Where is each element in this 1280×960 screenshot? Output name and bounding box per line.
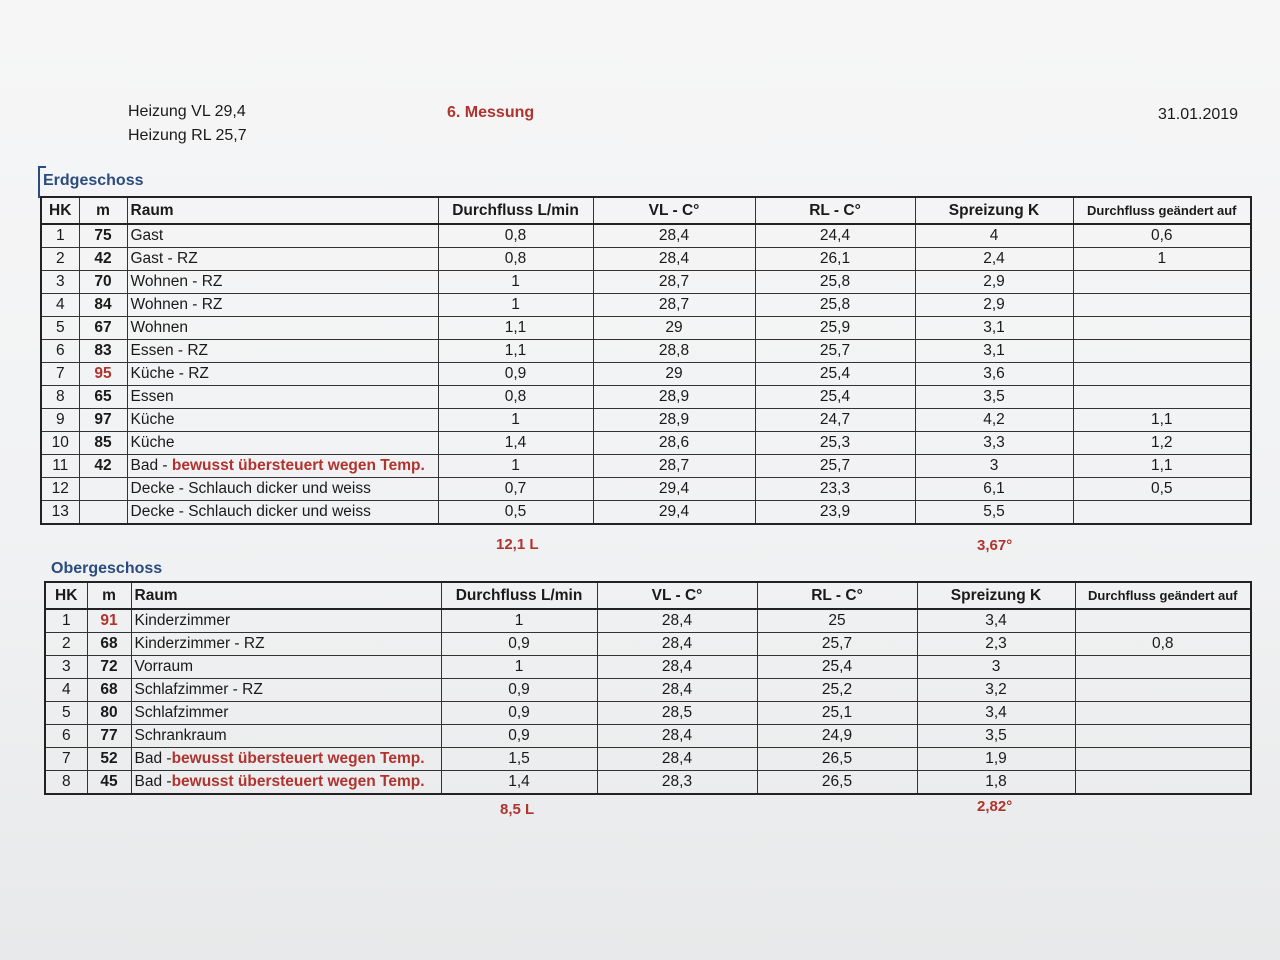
cell-spreizung: 3,3 [915,432,1073,455]
cell-m: 42 [79,248,127,271]
cell-m: 68 [87,679,131,702]
table-row [41,363,1251,386]
table-row [41,294,1251,317]
cell-spreizung: 3,5 [917,725,1075,748]
cell-rl: 25,7 [755,455,915,478]
table-obergeschoss [44,581,1252,795]
cell-durchfluss: 1 [438,409,593,432]
cell-durchfluss-geaendert: 0,6 [1073,224,1251,248]
raum-text: Gast [130,227,164,244]
cell-hk: 10 [41,432,79,455]
cell-durchfluss-geaendert [1075,771,1251,795]
cell-rl: 25,4 [755,363,915,386]
cell-durchfluss-geaendert [1075,702,1251,725]
cell-durchfluss-geaendert: 1 [1073,248,1251,271]
cell-durchfluss-geaendert: 1,1 [1073,409,1251,432]
cell-durchfluss: 0,9 [438,363,593,386]
cell-hk: 7 [41,363,79,386]
cell-durchfluss-geaendert [1073,501,1251,525]
cell-spreizung: 6,1 [915,478,1073,501]
cell-durchfluss: 1,4 [441,771,597,795]
cell-raum [131,748,441,771]
cell-durchfluss-geaendert: 0,5 [1073,478,1251,501]
raum-text: Wohnen - RZ [130,273,223,290]
cell-durchfluss-geaendert [1075,725,1251,748]
cell-raum [131,633,441,656]
section-title-obergeschoss: Obergeschoss [51,560,163,577]
cell-vl: 28,7 [593,294,755,317]
cell-rl: 25 [757,609,917,633]
cell-durchfluss-geaendert [1073,386,1251,409]
cell-hk: 11 [41,455,79,478]
cell-vl: 28,8 [593,340,755,363]
cell-durchfluss-geaendert [1073,271,1251,294]
raum-text: Wohnen [130,319,188,336]
cell-vl: 29 [593,317,755,340]
cell-durchfluss: 0,8 [438,224,593,248]
cell-durchfluss: 1 [441,609,597,633]
raum-text: Schlafzimmer [134,704,229,721]
cell-durchfluss: 0,9 [441,725,597,748]
table-row [45,609,1251,633]
cell-vl: 28,9 [593,386,755,409]
cell-m: 65 [79,386,127,409]
cell-vl: 28,4 [597,725,757,748]
cell-m [79,501,127,525]
raum-note: bewusst übersteuert wegen Temp. [171,457,425,474]
col-durchfluss-geaendert: Durchfluss geändert auf [1073,197,1251,224]
cell-hk: 1 [45,609,87,633]
cell-hk: 8 [45,771,87,795]
cell-hk: 5 [45,702,87,725]
cell-spreizung: 5,5 [915,501,1073,525]
raum-text: Bad - [134,750,172,767]
raum-text: Schlafzimmer - RZ [134,681,263,698]
total-durchfluss-erdgeschoss: 12,1 L [496,536,539,553]
cell-durchfluss: 0,5 [438,501,593,525]
raum-text: Gast - RZ [130,250,198,267]
cell-vl: 28,9 [593,409,755,432]
table-row [45,725,1251,748]
cell-durchfluss: 0,7 [438,478,593,501]
raum-text: Kinderzimmer [134,612,231,629]
cell-rl: 24,7 [755,409,915,432]
cell-spreizung: 2,4 [915,248,1073,271]
cell-vl: 28,4 [597,609,757,633]
cell-spreizung: 3,1 [915,317,1073,340]
cell-durchfluss-geaendert [1073,340,1251,363]
col-vl: VL - C° [593,197,755,224]
cell-raum [127,409,438,432]
col-rl: RL - C° [755,197,915,224]
raum-text: Schrankraum [134,727,227,744]
raum-note: bewusst übersteuert wegen Temp. [171,750,425,767]
cell-durchfluss: 1 [438,271,593,294]
cell-m: 95 [79,363,127,386]
cell-raum [127,340,438,363]
cell-m: 80 [87,702,131,725]
heating-rl: Heizung RL 25,7 [128,127,247,144]
cell-durchfluss-geaendert [1075,609,1251,633]
cell-durchfluss: 0,9 [441,633,597,656]
cell-hk: 3 [41,271,79,294]
cell-vl: 28,3 [597,771,757,795]
cell-m: 91 [87,609,131,633]
cell-rl: 25,7 [757,633,917,656]
cell-raum [127,478,438,501]
table-row [41,432,1251,455]
col-durchfluss: Durchfluss L/min [441,582,597,609]
cell-spreizung: 3,4 [917,609,1075,633]
cell-rl: 25,3 [755,432,915,455]
table-row [41,271,1251,294]
raum-text: Küche - RZ [130,365,209,382]
cell-m: 72 [87,656,131,679]
cell-raum [131,771,441,795]
cell-rl: 23,3 [755,478,915,501]
cell-durchfluss-geaendert: 1,1 [1073,455,1251,478]
cell-raum [127,317,438,340]
cell-rl: 26,1 [755,248,915,271]
cell-vl: 28,6 [593,432,755,455]
cell-durchfluss-geaendert: 0,8 [1075,633,1251,656]
heating-header [128,100,247,148]
col-hk: HK [45,582,87,609]
table-row [41,248,1251,271]
raum-text: Kinderzimmer - RZ [134,635,265,652]
table-row [45,771,1251,795]
cell-spreizung: 3,4 [917,702,1075,725]
cell-rl: 25,4 [755,386,915,409]
cell-rl: 24,9 [757,725,917,748]
cell-rl: 23,9 [755,501,915,525]
cell-m: 84 [79,294,127,317]
table-row [41,224,1251,248]
cell-durchfluss: 0,8 [438,386,593,409]
cell-durchfluss: 0,9 [441,679,597,702]
table-row [45,656,1251,679]
cell-m: 45 [87,771,131,795]
cell-vl: 28,4 [593,248,755,271]
raum-text: Essen - RZ [130,342,209,359]
cell-rl: 25,7 [755,340,915,363]
cell-raum [127,386,438,409]
cell-hk: 4 [41,294,79,317]
table-row [41,317,1251,340]
cell-durchfluss: 1 [441,656,597,679]
cell-spreizung: 3 [915,455,1073,478]
cell-m: 70 [79,271,127,294]
cell-durchfluss: 1 [438,455,593,478]
cell-raum [131,679,441,702]
cell-raum [127,271,438,294]
cell-durchfluss-geaendert [1075,748,1251,771]
table-row [45,702,1251,725]
cell-raum [127,224,438,248]
cell-hk: 3 [45,656,87,679]
table-row [45,633,1251,656]
table-row [41,340,1251,363]
cell-rl: 25,1 [757,702,917,725]
col-vl: VL - C° [597,582,757,609]
cell-raum [127,432,438,455]
cell-hk: 2 [45,633,87,656]
cell-hk: 1 [41,224,79,248]
cell-durchfluss-geaendert [1073,294,1251,317]
col-durchfluss: Durchfluss L/min [438,197,593,224]
cell-hk: 12 [41,478,79,501]
table-row [41,455,1251,478]
cell-spreizung: 2,9 [915,294,1073,317]
cell-durchfluss: 1,5 [441,748,597,771]
col-m: m [79,197,127,224]
cell-durchfluss: 1,4 [438,432,593,455]
cell-hk: 7 [45,748,87,771]
cell-spreizung: 4 [915,224,1073,248]
cell-m [79,478,127,501]
cell-raum [127,455,438,478]
cell-hk: 9 [41,409,79,432]
table-header-row [41,197,1251,224]
cell-durchfluss-geaendert [1073,363,1251,386]
col-spreizung: Spreizung K [917,582,1075,609]
cell-durchfluss: 1 [438,294,593,317]
cell-vl: 29 [593,363,755,386]
cell-raum [127,501,438,525]
raum-text: Essen [130,388,174,405]
raum-note: bewusst übersteuert wegen Temp. [171,773,425,790]
raum-text: Decke - Schlauch dicker und weiss [130,480,371,497]
table-header-row [45,582,1251,609]
cell-spreizung: 3 [917,656,1075,679]
cell-durchfluss-geaendert [1075,656,1251,679]
cell-vl: 28,4 [597,633,757,656]
cell-m: 68 [87,633,131,656]
cell-m: 83 [79,340,127,363]
cell-vl: 28,7 [593,455,755,478]
raum-text: Küche [130,434,175,451]
cell-hk: 6 [41,340,79,363]
raum-text: Decke - Schlauch dicker und weiss [130,503,371,520]
cell-spreizung: 3,1 [915,340,1073,363]
raum-text: Bad - [134,773,172,790]
cell-spreizung: 3,2 [917,679,1075,702]
cell-rl: 25,8 [755,271,915,294]
raum-text: Vorraum [134,658,194,675]
cell-vl: 28,4 [593,224,755,248]
table-body [41,224,1251,524]
cell-m: 42 [79,455,127,478]
col-hk: HK [41,197,79,224]
cell-rl: 25,8 [755,294,915,317]
cell-rl: 26,5 [757,771,917,795]
cell-hk: 8 [41,386,79,409]
col-raum: Raum [127,197,438,224]
cell-durchfluss-geaendert [1075,679,1251,702]
table-row [41,409,1251,432]
cell-raum [127,363,438,386]
table-row [41,501,1251,525]
raum-text: Wohnen - RZ [130,296,223,313]
table-row [41,386,1251,409]
table-row [45,679,1251,702]
cell-durchfluss-geaendert: 1,2 [1073,432,1251,455]
measurement-title: 6. Messung [447,104,535,121]
cell-spreizung: 2,3 [917,633,1075,656]
cell-raum [127,248,438,271]
col-durchfluss-geaendert: Durchfluss geändert auf [1075,582,1251,609]
table-body [45,609,1251,794]
cell-raum [131,656,441,679]
cell-hk: 4 [45,679,87,702]
col-rl: RL - C° [757,582,917,609]
cell-m: 85 [79,432,127,455]
heating-vl: Heizung VL 29,4 [128,103,246,120]
cell-hk: 5 [41,317,79,340]
measurement-date: 31.01.2019 [1158,106,1239,123]
table-row [41,478,1251,501]
cell-m: 77 [87,725,131,748]
cell-rl: 25,2 [757,679,917,702]
table-row [45,748,1251,771]
cell-vl: 29,4 [593,501,755,525]
cell-vl: 28,4 [597,679,757,702]
cell-vl: 28,4 [597,656,757,679]
total-durchfluss-obergeschoss: 8,5 L [500,801,535,818]
cell-rl: 25,4 [757,656,917,679]
cell-raum [127,294,438,317]
col-spreizung: Spreizung K [915,197,1073,224]
cell-rl: 26,5 [757,748,917,771]
cell-spreizung: 2,9 [915,271,1073,294]
raum-text: Bad - [130,457,172,474]
cell-rl: 24,4 [755,224,915,248]
avg-spreizung-erdgeschoss: 3,67° [977,537,1013,554]
cell-vl: 29,4 [593,478,755,501]
cell-raum [131,702,441,725]
cell-spreizung: 4,2 [915,409,1073,432]
cell-durchfluss: 1,1 [438,317,593,340]
raum-text: Küche [130,411,175,428]
cell-spreizung: 1,9 [917,748,1075,771]
cell-rl: 25,9 [755,317,915,340]
cell-vl: 28,7 [593,271,755,294]
cell-m: 97 [79,409,127,432]
cell-spreizung: 1,8 [917,771,1075,795]
col-raum: Raum [131,582,441,609]
cell-vl: 28,4 [597,748,757,771]
cell-m: 52 [87,748,131,771]
avg-spreizung-obergeschoss: 2,82° [977,798,1013,815]
cell-durchfluss-geaendert [1073,317,1251,340]
section-title-erdgeschoss: Erdgeschoss [43,172,144,189]
cell-hk: 6 [45,725,87,748]
cell-raum [131,725,441,748]
table-erdgeschoss [40,196,1252,525]
cell-m: 75 [79,224,127,248]
cell-durchfluss: 0,8 [438,248,593,271]
col-m: m [87,582,131,609]
cell-durchfluss: 0,9 [441,702,597,725]
cell-raum [131,609,441,633]
cell-vl: 28,5 [597,702,757,725]
cell-spreizung: 3,6 [915,363,1073,386]
cell-durchfluss: 1,1 [438,340,593,363]
cell-spreizung: 3,5 [915,386,1073,409]
cell-m: 67 [79,317,127,340]
cell-hk: 2 [41,248,79,271]
cell-hk: 13 [41,501,79,525]
